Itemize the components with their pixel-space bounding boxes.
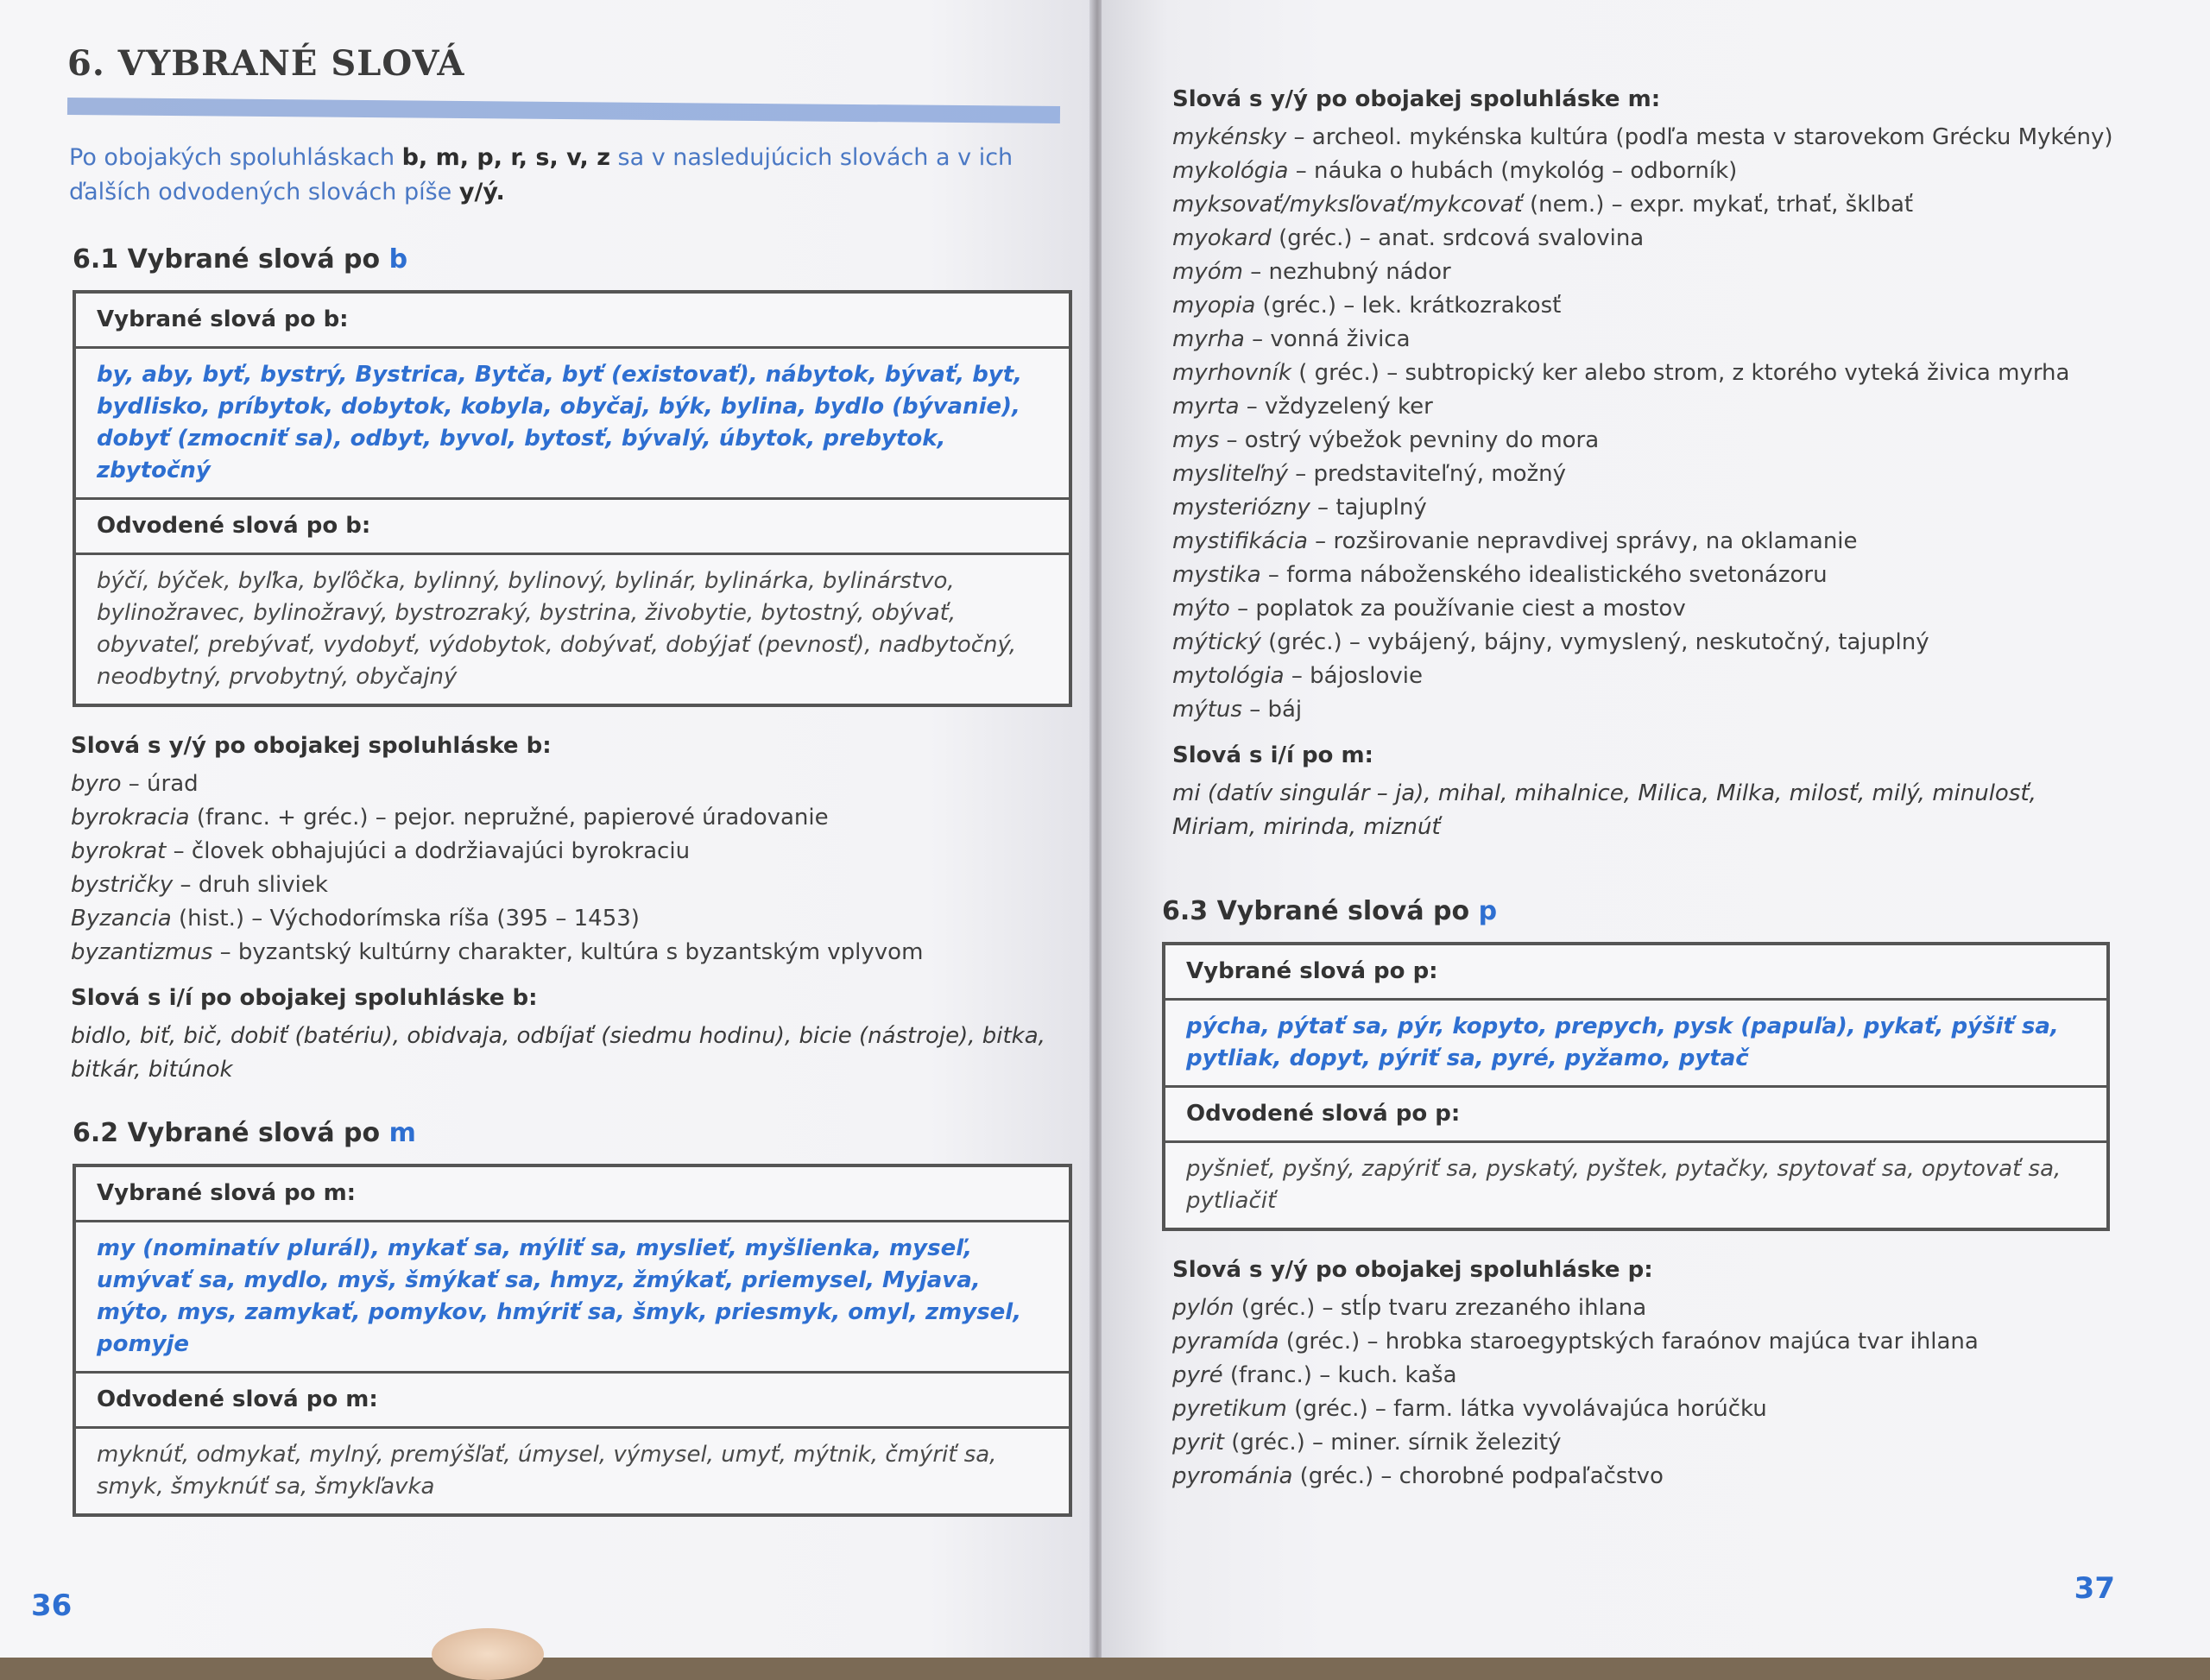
entry-def: – poplatok za používanie ciest a mostov [1229, 596, 1686, 622]
list-item [1172, 1292, 2175, 1325]
entry-def: ( gréc.) – subtropický ker alebo strom, z ktorého vyteká živica myrha [1291, 360, 2070, 386]
entry-def: – ostrý výbežok pevniny do mora [1219, 427, 1600, 453]
table-m [73, 1164, 1072, 1517]
section-title-text: 6.3 Vybrané slová po [1162, 896, 1479, 926]
page-number-right: 37 [2074, 1571, 2115, 1606]
list-item [71, 902, 1069, 936]
entry-def: – báj [1241, 697, 1303, 723]
derived-words-m: myknúť, odmykať, mylný, premýšľať, úmysel, výmysel, umyť, mýtnik, čmýriť sa, smyk, šmyknúť sa, šmykľavka [76, 1426, 1069, 1513]
entry-word: mytológia [1172, 663, 1285, 689]
chapter-title: 6. VYBRANÉ SLOVÁ [67, 43, 465, 84]
entry-def: (gréc.) – farm. látka vyvolávajúca horúčku [1286, 1396, 1767, 1422]
list-item [1172, 155, 2175, 188]
ib-paragraph: bidlo, biť, bič, dobiť (batériu), obidvaja, odbíjať (siedmu hodinu), bicie (nástroje), bitka, bitkár, bitúnok [71, 1023, 1045, 1083]
yp-title: Slová s y/ý po obojakej spoluhláske p: [1172, 1257, 1653, 1283]
list-item [71, 767, 1069, 801]
entry-word: mystifikácia [1172, 528, 1308, 554]
entry-def: – vonná živica [1244, 326, 1411, 352]
yp-list [1162, 1292, 2175, 1494]
entry-word: mys [1172, 427, 1220, 453]
entry-word: myrhovník [1172, 360, 1291, 386]
entry-def: – nezhubný nádor [1242, 259, 1451, 285]
entry-word: byro [71, 771, 122, 797]
entry-word: Byzancia [71, 906, 172, 932]
entry-word: pyretikum [1172, 1396, 1287, 1422]
entry-word: byrokrat [71, 838, 167, 864]
selected-words-p: pýcha, pýtať sa, pýr, kopyto, prepych, pysk (papuľa), pykať, pýšiť sa, pytliak, dopyt, pýriť sa, pyré, pyžamo, pytač [1165, 998, 2106, 1085]
entry-def: – archeol. mykénska kultúra (podľa mesta v starovekom Grécku Mykény) [1286, 124, 2113, 150]
list-item [1172, 1393, 2175, 1426]
list-item [1172, 626, 2175, 660]
list-item [1172, 660, 2175, 693]
entry-word: pyramída [1172, 1329, 1279, 1355]
entry-word: mýtus [1172, 697, 1242, 723]
entry-def: – forma náboženského idealistického svetonázoru [1260, 562, 1828, 588]
section-title-text: 6.2 Vybrané slová po [73, 1118, 389, 1148]
entry-def: (hist.) – Východorímska ríša (395 – 1453) [171, 906, 640, 932]
entry-def: (franc.) – kuch. kaša [1222, 1362, 1457, 1388]
list-item [1172, 1460, 2175, 1494]
im-paragraph: mi (datív singulár – ja), mihal, mihalnice, Milica, Milka, milosť, milý, minulosť, Miriam, mirinda, miznúť [1172, 780, 2036, 840]
list-item [1172, 121, 2175, 155]
list-item [1172, 592, 2175, 626]
intro-letters: b, m, p, r, s, v, z [401, 144, 610, 171]
entry-def: (gréc.) – stĺp tvaru zrezaného ihlana [1234, 1295, 1647, 1321]
table-head-selected: Vybrané slová po b: [97, 306, 349, 332]
selected-words-m: my (nominatív plurál), mykať sa, mýliť sa, myslieť, myšlienka, myseľ, umývať sa, mydlo, myš, šmýkať sa, hmyz, žmýkať, priemysel, Myjava, mýto, mys, zamykať, pomykov, hmýriť sa, šmyk, priesmyk, omyl, zmysel, pomyje [76, 1220, 1069, 1371]
left-page [0, 0, 1095, 1658]
entry-def: (gréc.) – hrobka staroegyptských faraónov majúca tvar ihlana [1279, 1329, 1979, 1355]
list-item [1172, 323, 2175, 357]
section-6-1-title [73, 244, 1069, 275]
intro-pre: Po obojakých spoluhláskach [69, 144, 402, 171]
section-title-text: 6.1 Vybrané slová po [73, 244, 389, 275]
right-page [1102, 0, 2210, 1658]
entry-word: mysteriózny [1172, 495, 1310, 521]
section-letter: m [388, 1118, 416, 1148]
entry-word: pyrit [1172, 1430, 1224, 1456]
entry-def: – vždyzelený ker [1239, 394, 1433, 420]
list-item [1172, 525, 2175, 559]
entry-def: (franc. + gréc.) – pejor. nepružné, papierové úradovanie [189, 805, 829, 831]
title-rule [67, 98, 1060, 123]
list-item [71, 868, 1069, 902]
table-head-derived: Odvodené slová po m: [76, 1371, 1069, 1426]
entry-word: mykénsky [1172, 124, 1287, 150]
entry-word: bystričky [71, 872, 174, 898]
table-head-derived: Odvodené slová po b: [76, 497, 1069, 553]
intro-paragraph [69, 141, 1062, 210]
entry-word: byrokracia [71, 805, 190, 831]
list-item [1172, 1359, 2175, 1393]
list-item [71, 801, 1069, 835]
entry-def: – bájoslovie [1284, 663, 1423, 689]
entry-def: (gréc.) – chorobné podpaľačstvo [1292, 1463, 1664, 1489]
entry-word: myopia [1172, 293, 1256, 319]
section-letter: p [1478, 896, 1498, 926]
entry-word: myksovať/myksľovať/mykcovať [1172, 192, 1523, 218]
entry-word: pyrománia [1172, 1463, 1293, 1489]
intro-mid: sa v nasledujúcich slovách a v ich ďalších odvodených slovách píše [69, 144, 1013, 205]
entry-def: – byzantský kultúrny charakter, kultúra s byzantským vplyvom [212, 939, 924, 965]
thumb [432, 1628, 544, 1680]
ym-title: Slová s y/ý po obojakej spoluhláske m: [1172, 86, 1661, 112]
entry-def: – tajuplný [1310, 495, 1427, 521]
list-item [1172, 458, 2175, 491]
entry-def: (gréc.) – anat. srdcová svalovina [1271, 225, 1645, 251]
table-head-derived: Odvodené slová po p: [1165, 1085, 2106, 1140]
entry-def: (gréc.) – miner. sírnik železitý [1224, 1430, 1562, 1456]
ib-title: Slová s i/í po obojakej spoluhláske b: [71, 985, 538, 1011]
derived-words-p: pyšnieť, pyšný, zapýriť sa, pyskatý, pyštek, pytačky, spytovať sa, opytovať sa, pytliačiť [1165, 1140, 2106, 1228]
section-6-2-title [73, 1118, 1069, 1148]
list-item [1172, 1426, 2175, 1460]
yb-list [60, 767, 1069, 969]
entry-word: myrta [1172, 394, 1240, 420]
im-title: Slová s i/í po m: [1172, 742, 1373, 768]
list-item [1172, 222, 2175, 256]
section-letter: b [388, 244, 408, 275]
selected-words-b: by, aby, byť, bystrý, Bystrica, Bytča, byť (existovať), nábytok, bývať, byt, bydlisko, príbytok, dobytok, kobyla, obyčaj, býk, bylina, bydlo (bývanie), dobyť (zmocniť sa), odbyt, byvol, bytosť, bývalý, úbytok, prebytok, zbytočný [76, 346, 1069, 497]
entry-def: – náuka o hubách (mykológ – odborník) [1288, 158, 1738, 184]
entry-def: – rozširovanie nepravdivej správy, na oklamanie [1307, 528, 1858, 554]
section-6-3-title [1162, 896, 2175, 926]
entry-word: mýtický [1172, 629, 1261, 655]
entry-def: (nem.) – expr. mykať, trhať, šklbať [1522, 192, 1914, 218]
entry-def: (gréc.) – lek. krátkozrakosť [1255, 293, 1562, 319]
list-item [1172, 256, 2175, 289]
yb-title: Slová s y/ý po obojakej spoluhláske b: [71, 733, 552, 759]
intro-yy: y/ý. [458, 179, 505, 205]
entry-def: – predstaviteľný, možný [1288, 461, 1567, 487]
ym-list [1162, 121, 2175, 727]
list-item [1172, 424, 2175, 458]
entry-word: mystika [1172, 562, 1261, 588]
entry-word: myrha [1172, 326, 1245, 352]
entry-word: pyré [1172, 1362, 1223, 1388]
list-item [1172, 491, 2175, 525]
list-item [1172, 693, 2175, 727]
list-item [1172, 390, 2175, 424]
list-item [1172, 559, 2175, 592]
entry-word: myokard [1172, 225, 1272, 251]
list-item [1172, 357, 2175, 390]
derived-words-b: býčí, býček, byľka, byľôčka, bylinný, bylinový, bylinár, bylinárka, bylinárstvo, bylinožravec, bylinožravý, bystrozraký, bystrina, živobytie, bytostný, obývať, obyvateľ, prebývať, vydobyť, výdobytok, dobývať, dobýjať (pevnosť), nadbytočný, neodbytný, prvobytný, obyčajný [76, 553, 1069, 704]
entry-word: mykológia [1172, 158, 1289, 184]
list-item [1172, 289, 2175, 323]
entry-def: – úrad [121, 771, 199, 797]
list-item [71, 936, 1069, 969]
entry-word: byzantizmus [71, 939, 213, 965]
list-item [1172, 1325, 2175, 1359]
table-head-selected: Vybrané slová po m: [97, 1180, 357, 1206]
entry-word: myóm [1172, 259, 1243, 285]
list-item [71, 835, 1069, 868]
entry-word: pylón [1172, 1295, 1234, 1321]
list-item [1172, 188, 2175, 222]
entry-def: – človek obhajujúci a dodržiavajúci byrokraciu [166, 838, 691, 864]
page-number-left: 36 [31, 1588, 73, 1623]
table-head-selected: Vybrané slová po p: [1186, 958, 1438, 984]
entry-def: (gréc.) – vybájený, bájny, vymyslený, neskutočný, tajuplný [1260, 629, 1929, 655]
table-b [73, 290, 1072, 707]
entry-def: – druh sliviek [173, 872, 328, 898]
entry-word: mýto [1172, 596, 1230, 622]
table-p [1162, 942, 2110, 1231]
entry-word: mysliteľný [1172, 461, 1288, 487]
